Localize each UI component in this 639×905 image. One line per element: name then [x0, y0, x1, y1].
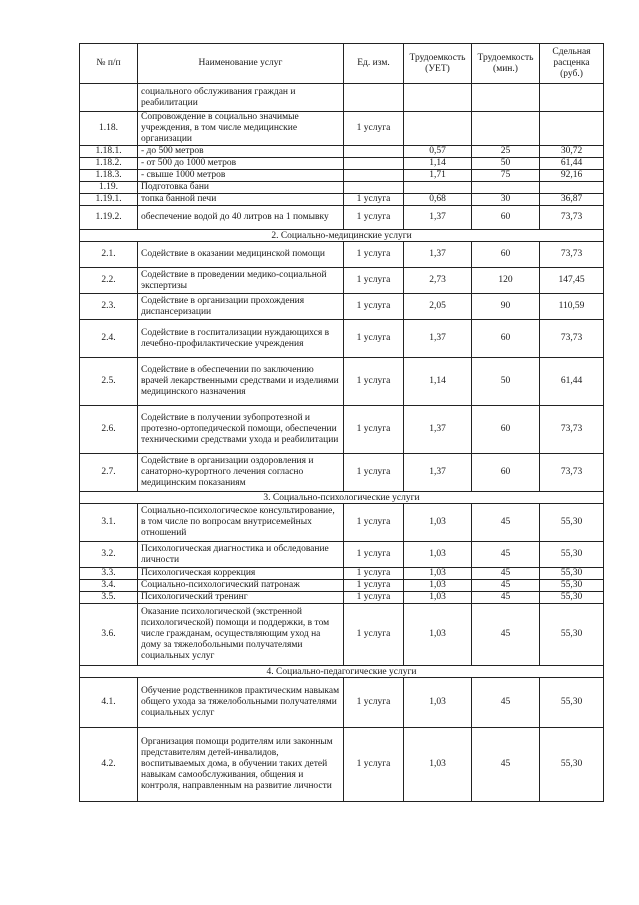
cell-labor-uet: 1,14 — [404, 158, 472, 170]
table-row — [80, 678, 604, 728]
cell-service-name: топка банной печи — [138, 194, 344, 206]
cell-labor-uet: 1,37 — [404, 406, 472, 454]
cell-unit: 1 услуга — [344, 580, 404, 592]
cell-labor-minutes: 50 — [472, 158, 540, 170]
table-row — [80, 206, 604, 230]
cell-labor-uet: 0,57 — [404, 146, 472, 158]
table-row — [80, 146, 604, 158]
cell-labor-uet: 1,03 — [404, 504, 472, 542]
cell-labor-minutes — [472, 84, 540, 112]
table-row — [80, 568, 604, 580]
cell-number: 2.4. — [80, 320, 138, 358]
table-row — [80, 158, 604, 170]
cell-service-name: Сопровождение в социально значимые учреждения, в том числе медицинские организации — [138, 112, 344, 146]
cell-labor-uet: 1,03 — [404, 678, 472, 728]
cell-piece-rate: 73,73 — [540, 454, 604, 492]
cell-labor-uet: 1,14 — [404, 358, 472, 406]
cell-labor-uet — [404, 112, 472, 146]
cell-service-name: Оказание психологической (экстренной психологической) помощи и поддержки, в том числе гражданам, осуществляющим уход на дому за тяжелобольными получателями социальных услуг — [138, 604, 344, 666]
cell-labor-minutes: 45 — [472, 580, 540, 592]
cell-labor-minutes — [472, 112, 540, 146]
cell-unit: 1 услуга — [344, 294, 404, 320]
cell-piece-rate: 55,30 — [540, 678, 604, 728]
cell-piece-rate: 30,72 — [540, 146, 604, 158]
cell-unit: 1 услуга — [344, 358, 404, 406]
cell-number: 2.1. — [80, 242, 138, 268]
cell-labor-minutes: 75 — [472, 170, 540, 182]
cell-labor-minutes: 25 — [472, 146, 540, 158]
table-row — [80, 170, 604, 182]
cell-number: 1.18.2. — [80, 158, 138, 170]
section-title: 4. Социально-педагогические услуги — [80, 666, 604, 678]
table-row — [80, 604, 604, 666]
cell-number: 3.4. — [80, 580, 138, 592]
cell-unit: 1 услуга — [344, 454, 404, 492]
cell-unit: 1 услуга — [344, 206, 404, 230]
cell-piece-rate — [540, 112, 604, 146]
cell-number: 3.5. — [80, 592, 138, 604]
cell-unit — [344, 158, 404, 170]
cell-service-name: Подготовка бани — [138, 182, 344, 194]
cell-unit — [344, 84, 404, 112]
cell-service-name: Социально-психологическое консультирование, в том числе по вопросам внутрисемейных отношений — [138, 504, 344, 542]
cell-labor-uet: 2,73 — [404, 268, 472, 294]
cell-number: 4.2. — [80, 728, 138, 802]
cell-labor-uet: 1,71 — [404, 170, 472, 182]
cell-piece-rate: 55,30 — [540, 580, 604, 592]
cell-labor-uet: 1,37 — [404, 206, 472, 230]
table-row — [80, 194, 604, 206]
cell-labor-uet: 0,68 — [404, 194, 472, 206]
cell-labor-uet: 1,03 — [404, 568, 472, 580]
cell-labor-uet — [404, 84, 472, 112]
cell-unit: 1 услуга — [344, 592, 404, 604]
cell-service-name: социального обслуживания граждан и реабилитации — [138, 84, 344, 112]
cell-labor-minutes: 60 — [472, 406, 540, 454]
cell-unit: 1 услуга — [344, 242, 404, 268]
header-labor-uet: Трудоемкость (УЕТ) — [404, 44, 472, 84]
cell-labor-minutes: 45 — [472, 592, 540, 604]
cell-number: 3.2. — [80, 542, 138, 568]
cell-service-name: Социально-психологический патронаж — [138, 580, 344, 592]
cell-piece-rate: 61,44 — [540, 358, 604, 406]
cell-labor-minutes: 45 — [472, 728, 540, 802]
cell-service-name: Содействие в организации прохождения диспансеризации — [138, 294, 344, 320]
cell-labor-minutes: 60 — [472, 454, 540, 492]
cell-service-name: - от 500 до 1000 метров — [138, 158, 344, 170]
cell-service-name: Психологическая коррекция — [138, 568, 344, 580]
cell-number: 3.6. — [80, 604, 138, 666]
table-row — [80, 454, 604, 492]
cell-unit: 1 услуга — [344, 194, 404, 206]
cell-number: 2.6. — [80, 406, 138, 454]
cell-service-name: Содействие в госпитализации нуждающихся в лечебно-профилактические учреждения — [138, 320, 344, 358]
cell-piece-rate: 55,30 — [540, 568, 604, 580]
cell-piece-rate: 55,30 — [540, 592, 604, 604]
cell-piece-rate: 73,73 — [540, 206, 604, 230]
section-header-row — [80, 666, 604, 678]
cell-unit: 1 услуга — [344, 112, 404, 146]
cell-unit: 1 услуга — [344, 406, 404, 454]
table-row — [80, 580, 604, 592]
cell-labor-uet: 1,03 — [404, 542, 472, 568]
cell-piece-rate — [540, 84, 604, 112]
section-title: 3. Социально-психологические услуги — [80, 492, 604, 504]
cell-labor-uet: 1,37 — [404, 242, 472, 268]
cell-unit: 1 услуга — [344, 728, 404, 802]
cell-number: 2.2. — [80, 268, 138, 294]
cell-number: 3.3. — [80, 568, 138, 580]
services-price-table-page — [79, 43, 603, 802]
cell-labor-minutes: 60 — [472, 206, 540, 230]
table-row — [80, 112, 604, 146]
cell-service-name: - до 500 метров — [138, 146, 344, 158]
table-row — [80, 592, 604, 604]
cell-labor-minutes: 45 — [472, 504, 540, 542]
cell-labor-uet: 1,37 — [404, 454, 472, 492]
cell-labor-uet: 2,05 — [404, 294, 472, 320]
cell-number: 1.18.3. — [80, 170, 138, 182]
table-row — [80, 242, 604, 268]
cell-labor-uet — [404, 182, 472, 194]
cell-piece-rate: 147,45 — [540, 268, 604, 294]
cell-labor-uet: 1,03 — [404, 580, 472, 592]
cell-unit: 1 услуга — [344, 678, 404, 728]
cell-unit: 1 услуга — [344, 504, 404, 542]
cell-number: 1.18.1. — [80, 146, 138, 158]
table-row — [80, 84, 604, 112]
table-row — [80, 320, 604, 358]
cell-service-name: Содействие в организации оздоровления и санаторно-курортного лечения согласно медицинским показаниям — [138, 454, 344, 492]
cell-labor-uet: 1,03 — [404, 728, 472, 802]
cell-unit — [344, 170, 404, 182]
cell-service-name: Содействие в оказании медицинской помощи — [138, 242, 344, 268]
cell-piece-rate: 55,30 — [540, 542, 604, 568]
section-header-row — [80, 492, 604, 504]
services-price-table — [79, 43, 604, 802]
cell-piece-rate: 92,16 — [540, 170, 604, 182]
cell-labor-minutes — [472, 182, 540, 194]
cell-piece-rate: 73,73 — [540, 320, 604, 358]
cell-labor-minutes: 30 — [472, 194, 540, 206]
cell-unit: 1 услуга — [344, 542, 404, 568]
cell-number — [80, 84, 138, 112]
cell-service-name: Содействие в проведении медико-социальной экспертизы — [138, 268, 344, 294]
table-row — [80, 268, 604, 294]
cell-labor-minutes: 45 — [472, 542, 540, 568]
table-row — [80, 182, 604, 194]
cell-labor-uet: 1,03 — [404, 592, 472, 604]
cell-service-name: Содействие в получении зубопротезной и протезно-ортопедической помощи, обеспечении техническими средствами ухода и реабилитации — [138, 406, 344, 454]
cell-labor-uet: 1,03 — [404, 604, 472, 666]
cell-labor-minutes: 60 — [472, 320, 540, 358]
cell-service-name: обеспечение водой до 40 литров на 1 помывку — [138, 206, 344, 230]
header-piece-rate: Сдельная расценка (руб.) — [540, 44, 604, 84]
table-row — [80, 406, 604, 454]
cell-unit: 1 услуга — [344, 568, 404, 580]
table-row — [80, 542, 604, 568]
cell-service-name: Организация помощи родителям или законным представителям детей-инвалидов, воспитываемых дома, в обучении таких детей навыкам самообслуживания, общения и контроля, направленным на развитие личности — [138, 728, 344, 802]
cell-number: 1.18. — [80, 112, 138, 146]
header-labor-minutes: Трудоемкость (мин.) — [472, 44, 540, 84]
table-row — [80, 358, 604, 406]
cell-unit — [344, 182, 404, 194]
cell-service-name: Обучение родственников практическим навыкам общего ухода за тяжелобольными получателями социальных услуг — [138, 678, 344, 728]
cell-labor-minutes: 45 — [472, 604, 540, 666]
cell-labor-minutes: 90 — [472, 294, 540, 320]
table-header — [80, 44, 604, 84]
cell-number: 3.1. — [80, 504, 138, 542]
table-row — [80, 294, 604, 320]
section-header-row — [80, 230, 604, 242]
cell-service-name: - свыше 1000 метров — [138, 170, 344, 182]
cell-piece-rate: 55,30 — [540, 604, 604, 666]
cell-number: 1.19.2. — [80, 206, 138, 230]
cell-piece-rate: 61,44 — [540, 158, 604, 170]
cell-piece-rate: 110,59 — [540, 294, 604, 320]
header-service-name: Наименование услуг — [138, 44, 344, 84]
cell-unit: 1 услуга — [344, 604, 404, 666]
cell-labor-minutes: 45 — [472, 678, 540, 728]
table-body — [80, 84, 604, 802]
cell-piece-rate: 55,30 — [540, 504, 604, 542]
cell-piece-rate: 73,73 — [540, 406, 604, 454]
cell-number: 2.5. — [80, 358, 138, 406]
cell-piece-rate: 73,73 — [540, 242, 604, 268]
table-row — [80, 504, 604, 542]
cell-labor-minutes: 50 — [472, 358, 540, 406]
cell-unit: 1 услуга — [344, 268, 404, 294]
cell-piece-rate: 36,87 — [540, 194, 604, 206]
table-row — [80, 728, 604, 802]
cell-service-name: Психологический тренинг — [138, 592, 344, 604]
cell-labor-minutes: 60 — [472, 242, 540, 268]
cell-labor-uet: 1,37 — [404, 320, 472, 358]
cell-service-name: Психологическая диагностика и обследование личности — [138, 542, 344, 568]
cell-service-name: Содействие в обеспечении по заключению врачей лекарственными средствами и изделиями медицинского назначения — [138, 358, 344, 406]
cell-labor-minutes: 45 — [472, 568, 540, 580]
cell-unit — [344, 146, 404, 158]
cell-number: 1.19.1. — [80, 194, 138, 206]
cell-number: 1.19. — [80, 182, 138, 194]
cell-piece-rate — [540, 182, 604, 194]
cell-number: 4.1. — [80, 678, 138, 728]
cell-labor-minutes: 120 — [472, 268, 540, 294]
header-unit: Ед. изм. — [344, 44, 404, 84]
section-title: 2. Социально-медицинские услуги — [80, 230, 604, 242]
cell-unit: 1 услуга — [344, 320, 404, 358]
cell-piece-rate: 55,30 — [540, 728, 604, 802]
cell-number: 2.3. — [80, 294, 138, 320]
header-number: № п/п — [80, 44, 138, 84]
cell-number: 2.7. — [80, 454, 138, 492]
